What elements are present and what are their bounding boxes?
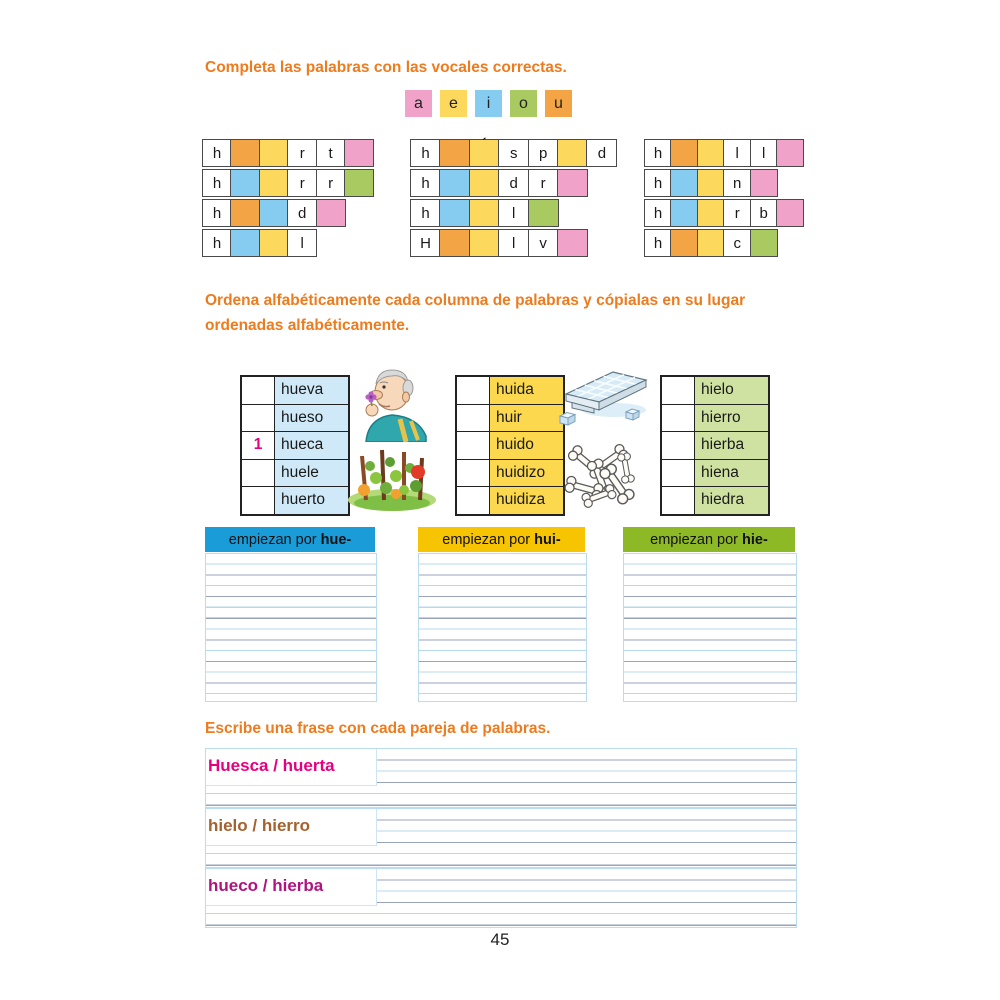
letter-cell: h [410, 199, 441, 227]
letter-cell: n [723, 169, 751, 197]
word-letter-boxes [644, 199, 804, 227]
letter-cell: h [202, 139, 232, 167]
order-number-cell[interactable] [241, 404, 275, 432]
word-cell: hueca [275, 432, 350, 460]
vowel-blank-cell[interactable] [557, 229, 588, 257]
vowel-blank-cell[interactable] [230, 199, 260, 227]
exercise3-title: Escribe una frase con cada pareja de palabras. [205, 720, 551, 737]
exercise1-title: Completa las palabras con las vocales correctas. [205, 59, 567, 76]
letter-cell: h [644, 169, 672, 197]
word-letter-boxes [202, 139, 374, 167]
word-cell: huida [490, 376, 565, 404]
table-row [241, 376, 349, 404]
vowel-blank-cell[interactable] [316, 199, 346, 227]
letter-cell: d [287, 199, 317, 227]
vowel-blank-cell[interactable] [259, 139, 289, 167]
word-pair-label: Huesca / huerta [206, 749, 377, 786]
letter-cell: H [410, 229, 441, 257]
vowel-blank-cell[interactable] [670, 139, 698, 167]
answer-box-label: empiezan por hie- [650, 531, 768, 548]
bones-illustration [554, 434, 654, 512]
word-cell: huir [490, 404, 565, 432]
letter-cell: v [528, 229, 559, 257]
vowel-blank-cell[interactable] [230, 229, 260, 257]
table-row [661, 487, 769, 515]
word-pair-label: hielo / hierro [206, 809, 377, 846]
word-cell: huele [275, 459, 350, 487]
letter-cell: l [723, 139, 751, 167]
answer-box-label: empiezan por hue- [228, 531, 352, 548]
vowel-blank-cell[interactable] [557, 139, 588, 167]
vowel-blank-cell[interactable] [439, 169, 470, 197]
ice-cube-tray-illustration [556, 364, 651, 434]
word-cell: huido [490, 432, 565, 460]
word-cell: huerto [275, 487, 350, 515]
writing-lines-area[interactable] [623, 553, 797, 702]
order-number-cell[interactable]: 1 [241, 432, 275, 460]
order-number-cell[interactable] [241, 376, 275, 404]
accent-mark: ´ [481, 135, 487, 151]
letter-cell: h [644, 229, 672, 257]
letter-cell: r [316, 169, 346, 197]
vowel-blank-cell[interactable] [439, 139, 470, 167]
table-row [661, 376, 769, 404]
table-row [456, 432, 564, 460]
page-number: 45 [490, 930, 510, 949]
vowel-blank-cell[interactable] [469, 229, 500, 257]
vowel-blank-cell[interactable] [230, 169, 260, 197]
word-pair-label: hueco / hierba [206, 869, 377, 906]
vowel-tile-e: e [440, 90, 467, 117]
word-letter-boxes [644, 229, 778, 257]
order-number-cell[interactable] [661, 432, 695, 460]
vowel-tile-a: a [405, 90, 432, 117]
table-row [661, 432, 769, 460]
word-table [240, 375, 350, 516]
table-row [241, 459, 349, 487]
vowel-tile-u: u [545, 90, 572, 117]
vowel-blank-cell[interactable] [230, 139, 260, 167]
word-table [660, 375, 770, 516]
answer-box-header [205, 527, 375, 552]
writing-lines-area[interactable] [205, 553, 377, 702]
table-row [456, 487, 564, 515]
order-number-cell[interactable] [456, 404, 490, 432]
letter-cell: c [723, 229, 751, 257]
order-number-cell[interactable] [661, 487, 695, 515]
answer-box-header [418, 527, 585, 552]
order-number-cell[interactable] [456, 432, 490, 460]
vowel-blank-cell[interactable] [469, 199, 500, 227]
letter-cell: h [410, 139, 441, 167]
word-cell: hierro [695, 404, 770, 432]
order-number-cell[interactable] [241, 487, 275, 515]
vowel-blank-cell[interactable] [670, 199, 698, 227]
vowel-blank-cell[interactable] [439, 199, 470, 227]
vowel-blank-cell[interactable] [697, 139, 725, 167]
table-row [241, 487, 349, 515]
vowel-blank-cell[interactable] [259, 199, 289, 227]
letter-cell: r [528, 169, 559, 197]
vowel-tiles-row [405, 90, 572, 117]
sentence-writing-block[interactable] [205, 868, 797, 928]
word-cell: hierba [695, 432, 770, 460]
vowel-blank-cell[interactable] [344, 139, 374, 167]
sentence-writing-block[interactable] [205, 808, 797, 868]
answer-box-header [623, 527, 795, 552]
old-man-illustration [348, 364, 432, 442]
word-cell: hiedra [695, 487, 770, 515]
order-number-cell[interactable] [456, 376, 490, 404]
exercise2-title: Ordena alfabéticamente cada columna de palabras y cópialas en su lugar ordenadas alfabéticamente. [205, 292, 746, 334]
vowel-blank-cell[interactable] [469, 169, 500, 197]
table-row [661, 404, 769, 432]
letter-cell: p [528, 139, 559, 167]
order-number-cell[interactable] [456, 487, 490, 515]
vowel-blank-cell[interactable] [697, 229, 725, 257]
letter-cell: s [498, 139, 529, 167]
table-row [241, 404, 349, 432]
vowel-blank-cell[interactable] [344, 169, 374, 197]
letter-cell: l [498, 199, 529, 227]
vowel-blank-cell[interactable] [557, 169, 588, 197]
writing-lines-area[interactable] [418, 553, 587, 702]
word-cell: hueva [275, 376, 350, 404]
letter-cell: l [750, 139, 778, 167]
table-row [661, 459, 769, 487]
letter-cell: d [498, 169, 529, 197]
vowel-tile-o: o [510, 90, 537, 117]
letter-cell: l [287, 229, 317, 257]
word-letter-boxes [410, 229, 588, 257]
letter-cell: r [287, 139, 317, 167]
table-row [241, 432, 349, 460]
word-cell: huidizo [490, 459, 565, 487]
table-row [456, 459, 564, 487]
sentence-writing-block[interactable] [205, 748, 797, 808]
order-number-cell[interactable] [661, 404, 695, 432]
letter-cell: r [723, 199, 751, 227]
letter-cell: d [586, 139, 617, 167]
word-cell: huidiza [490, 487, 565, 515]
letter-cell: r [287, 169, 317, 197]
vowel-blank-cell[interactable] [750, 229, 778, 257]
vowel-blank-cell[interactable] [697, 199, 725, 227]
vowel-blank-cell[interactable] [776, 199, 804, 227]
order-number-cell[interactable] [661, 376, 695, 404]
vowel-blank-cell[interactable] [259, 169, 289, 197]
vowel-blank-cell[interactable] [439, 229, 470, 257]
letter-cell: h [644, 199, 672, 227]
order-number-cell[interactable] [241, 459, 275, 487]
letter-cell: l [498, 229, 529, 257]
vowel-blank-cell[interactable] [259, 229, 289, 257]
order-number-cell[interactable] [456, 459, 490, 487]
word-cell: hielo [695, 376, 770, 404]
word-letter-boxes [410, 199, 559, 227]
word-letter-boxes [202, 169, 374, 197]
letter-cell: h [202, 199, 232, 227]
letter-cell: b [750, 199, 778, 227]
word-cell: hueso [275, 404, 350, 432]
word-table [455, 375, 565, 516]
vowel-blank-cell[interactable] [750, 169, 778, 197]
word-letter-boxes [202, 229, 317, 257]
vowel-blank-cell[interactable] [697, 169, 725, 197]
letter-cell: h [644, 139, 672, 167]
vowel-blank-cell[interactable] [469, 135, 500, 167]
word-letter-boxes [410, 135, 617, 167]
order-number-cell[interactable] [661, 459, 695, 487]
letter-cell: h [202, 169, 232, 197]
word-letter-boxes [644, 139, 804, 167]
table-row [456, 376, 564, 404]
vowel-blank-cell[interactable] [528, 199, 559, 227]
vowel-blank-cell[interactable] [670, 169, 698, 197]
vowel-blank-cell[interactable] [670, 229, 698, 257]
vowel-tile-i: i [475, 90, 502, 117]
answer-box-label: empiezan por hui- [442, 531, 561, 548]
letter-cell: h [410, 169, 441, 197]
word-letter-boxes [202, 199, 346, 227]
letter-cell: h [202, 229, 232, 257]
letter-cell: t [316, 139, 346, 167]
vegetable-garden-illustration [346, 442, 438, 512]
word-letter-boxes [410, 169, 588, 197]
table-row [456, 404, 564, 432]
word-cell: hiena [695, 459, 770, 487]
vowel-blank-cell[interactable] [776, 139, 804, 167]
word-letter-boxes [644, 169, 778, 197]
